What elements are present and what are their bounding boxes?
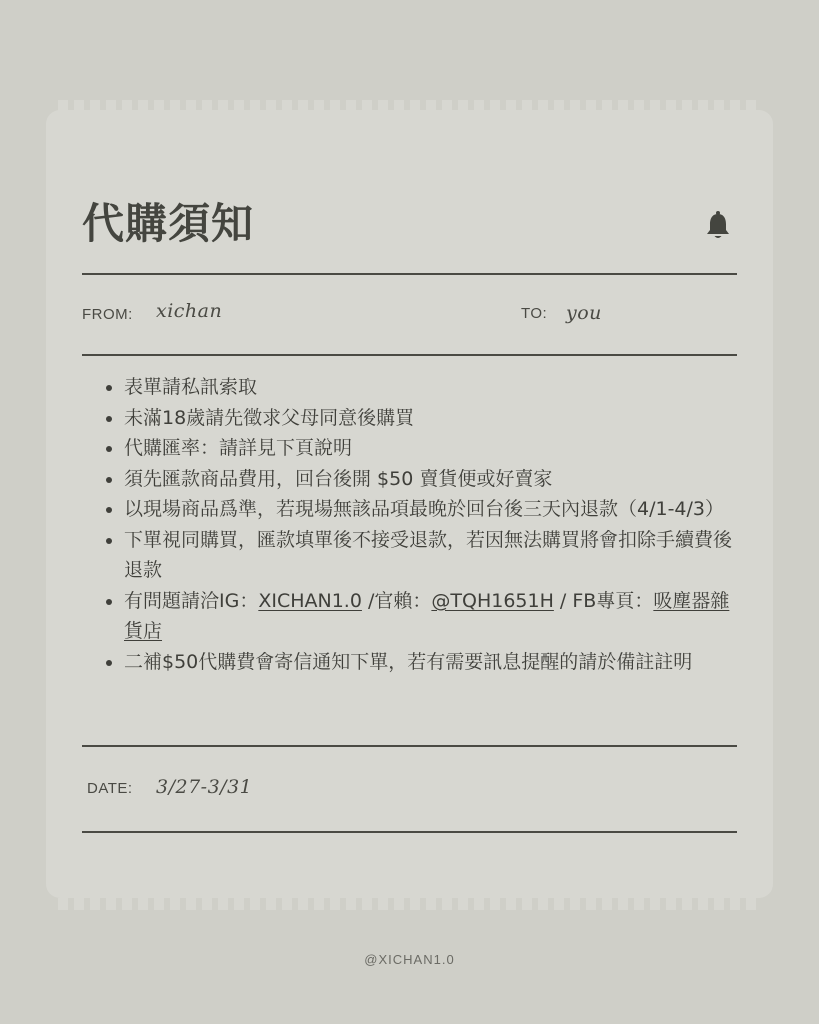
list-item-text: 表單請私訊索取 (124, 376, 258, 398)
divider-top (82, 273, 737, 275)
list-item (124, 372, 744, 403)
list-item (124, 525, 744, 586)
list-item-text: 代購匯率：請詳見下頁說明 (124, 437, 353, 459)
list-item (124, 494, 744, 525)
list-item-text: 有問題請洽IG： (124, 589, 259, 612)
card-perforation-bottom (58, 898, 761, 910)
list-item-text: 下單視同購買，匯款填單後不接受退款，若因無法購買將會扣除手續費後退款 (124, 528, 733, 581)
list-item-text: 以現場商品爲準，若現場無該品項最晚於回台後三天內退款（4/1-4/3） (124, 498, 725, 520)
list-item-text: / FB專頁： (553, 589, 654, 612)
divider-bottom (82, 831, 737, 833)
contact-link[interactable]: @TQH1651H (431, 589, 554, 612)
from-label: FROM: (82, 306, 133, 323)
list-item-text: 二補$50代購費會寄信通知下單，若有需要訊息提醒的請於備註註明 (124, 650, 693, 673)
contact-link[interactable]: 吸塵器雜貨店 (124, 589, 730, 642)
to-label: TO: (521, 305, 548, 322)
list-item (124, 586, 744, 647)
contact-link[interactable]: XICHAN1.0 (258, 589, 362, 612)
list-item (124, 433, 744, 464)
list-item (124, 403, 744, 434)
from-value: xichan (156, 300, 223, 322)
divider-lower (82, 745, 737, 747)
to-value: you (566, 302, 602, 324)
bell-icon (704, 210, 732, 240)
notice-list (124, 372, 744, 677)
page-title: 代購須知 (82, 199, 255, 248)
list-item-text: 未滿18歲請先徵求父母同意後購買 (124, 406, 415, 429)
footer-handle: @XICHAN1.0 (364, 952, 455, 967)
list-item (124, 647, 744, 678)
list-item-text: 須先匯款商品費用，回台後開 $50 賣貨便或好賣家 (124, 467, 553, 490)
divider-middle (82, 354, 737, 356)
date-label: DATE: (87, 780, 133, 797)
date-value: 3/27-3/31 (156, 776, 253, 798)
list-item-text: /官賴： (361, 589, 432, 612)
list-item (124, 464, 744, 495)
